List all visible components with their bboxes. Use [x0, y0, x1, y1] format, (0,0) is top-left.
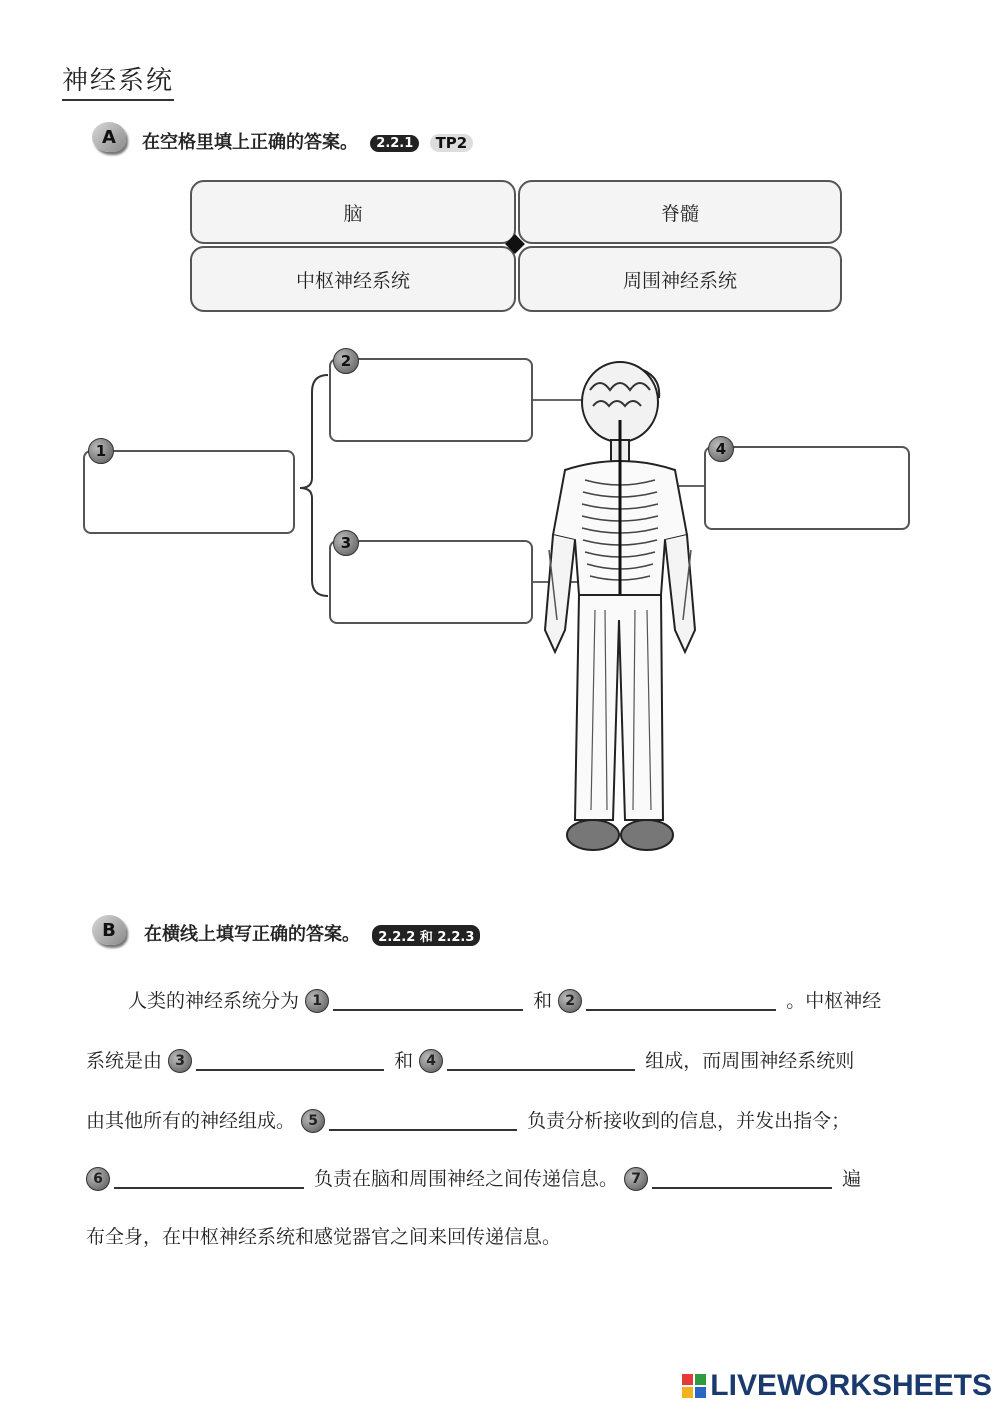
blank-4[interactable] [447, 1051, 635, 1071]
text-segment: 人类的神经系统分为 [128, 990, 300, 1012]
page-title: 神经系统 [62, 60, 174, 101]
brace-connector [300, 375, 328, 596]
logo-text: LIVEWORKSHEETS [710, 1369, 992, 1402]
blank-number-4: 4 [419, 1049, 443, 1073]
text-segment: 和 [394, 1050, 414, 1072]
section-b-badge: B [92, 915, 126, 945]
blank-2[interactable] [586, 991, 776, 1011]
label-badge-4: 4 [708, 436, 734, 462]
answer-box-2[interactable] [329, 358, 533, 442]
blank-number-5: 5 [301, 1109, 325, 1133]
text-segment: 负责分析接收到的信息，并发出指令； [527, 1110, 851, 1132]
label-badge-1: 1 [88, 438, 114, 464]
human-body-nervous-system-illustration [535, 360, 705, 865]
section-a-badge: A [92, 122, 126, 152]
blank-number-3: 3 [168, 1049, 192, 1073]
word-bank-item-4[interactable]: 周围神经系统 [518, 246, 842, 312]
blank-number-2: 2 [558, 989, 582, 1013]
logo-grid-icon [682, 1374, 706, 1398]
paragraph-line-3 [86, 1108, 916, 1133]
paragraph-line-4 [86, 1166, 916, 1191]
blank-1[interactable] [333, 991, 523, 1011]
section-b-instruction-text: 在横线上填写正确的答案。 [144, 924, 360, 945]
text-segment: 布全身，在中枢神经系统和感觉器官之间来回传递信息。 [86, 1226, 562, 1248]
section-a-instruction-text: 在空格里填上正确的答案。 [142, 132, 358, 153]
text-segment: 遍 [842, 1168, 862, 1190]
section-b-tag: 2.2.2 和 2.2.3 [372, 925, 480, 946]
text-segment: 组成，而周围神经系统则 [645, 1050, 855, 1072]
blank-number-1: 1 [305, 989, 329, 1013]
answer-box-1[interactable] [83, 450, 295, 534]
liveworksheets-logo[interactable] [682, 1369, 992, 1403]
text-segment: 由其他所有的神经组成。 [86, 1110, 296, 1132]
label-badge-2: 2 [333, 348, 359, 374]
blank-number-6: 6 [86, 1167, 110, 1191]
paragraph-line-2 [86, 1048, 916, 1073]
blank-5[interactable] [329, 1111, 517, 1131]
paragraph-line-5 [86, 1224, 916, 1249]
word-bank-item-1[interactable]: 脑 [190, 180, 516, 244]
word-bank-item-2[interactable]: 脊髓 [518, 180, 842, 244]
text-segment: 。中枢神经 [786, 990, 882, 1012]
paragraph-line-1 [86, 988, 916, 1013]
blank-7[interactable] [652, 1169, 832, 1189]
text-segment: 系统是由 [86, 1050, 163, 1072]
blank-3[interactable] [196, 1051, 384, 1071]
blank-number-7: 7 [624, 1167, 648, 1191]
section-a-tag-1: 2.2.1 [370, 135, 419, 152]
label-badge-3: 3 [333, 530, 359, 556]
text-segment: 和 [533, 990, 553, 1012]
answer-box-3[interactable] [329, 540, 533, 624]
section-a-tag-2: TP2 [430, 134, 474, 152]
blank-6[interactable] [114, 1169, 304, 1189]
section-b-instruction [144, 920, 480, 946]
answer-box-4[interactable] [704, 446, 910, 530]
text-segment: 负责在脑和周围神经之间传递信息。 [314, 1168, 619, 1190]
word-bank-item-3[interactable]: 中枢神经系统 [190, 246, 516, 312]
